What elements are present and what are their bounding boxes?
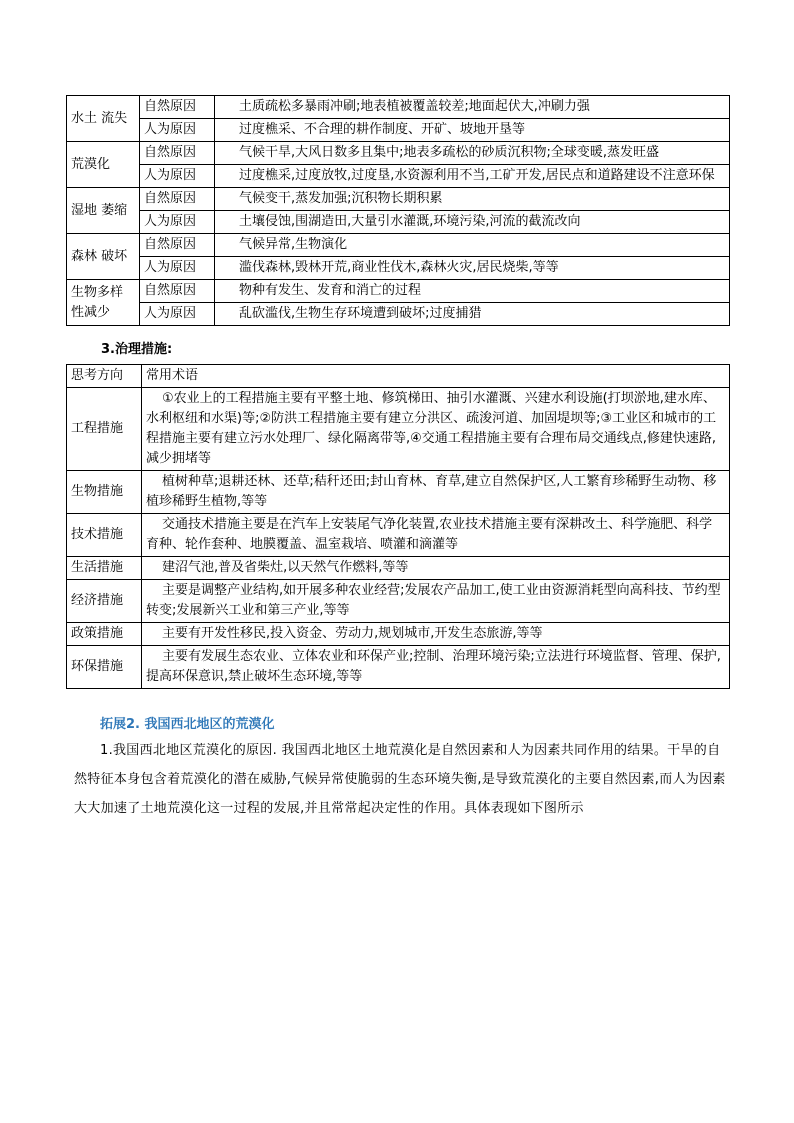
cause-desc-cell: 气候异常,生物演化: [215, 234, 730, 257]
category-cell: 森林 破坏: [67, 234, 140, 280]
cause-type-cell: 人为原因: [140, 211, 215, 234]
terms-cell: 建沼气池,普及省柴灶,以天然气作燃料,等等: [142, 557, 730, 580]
table-row: [67, 188, 730, 211]
table-row: [67, 165, 730, 188]
cause-type-cell: 人为原因: [140, 257, 215, 280]
terms-cell: 主要有发展生态农业、立体农业和环保产业;控制、治理环境污染;立法进行环境监督、管理、保护,提高环保意识,禁止破坏生态环境,等等: [142, 646, 730, 689]
table-row: [67, 623, 730, 646]
table-row: [67, 388, 730, 471]
table-row: [67, 557, 730, 580]
direction-cell: 技术措施: [67, 514, 142, 557]
cause-type-cell: 人为原因: [140, 119, 215, 142]
table-header-row: [67, 365, 730, 388]
cause-desc-cell: 乱砍滥伐,生物生存环境遭到破坏;过度捕猎: [215, 303, 730, 326]
cause-desc-cell: 土质疏松多暴雨冲刷;地表植被覆盖较差;地面起伏大,冲刷力强: [215, 96, 730, 119]
table-row: [67, 471, 730, 514]
category-cell: 湿地 萎缩: [67, 188, 140, 234]
cause-type-cell: 自然原因: [140, 188, 215, 211]
measures-table: [66, 364, 730, 689]
table-row: [67, 646, 730, 689]
category-cell: 生物多样 性减少: [67, 280, 140, 326]
terms-cell: 主要有开发性移民,投入资金、劳动力,规划城市,开发生态旅游,等等: [142, 623, 730, 646]
terms-cell: 交通技术措施主要是在汽车上安装尾气净化装置,农业技术措施主要有深耕改土、科学施肥、科学育种、轮作套种、地膜覆盖、温室栽培、喷灌和滴灌等: [142, 514, 730, 557]
direction-cell: 生物措施: [67, 471, 142, 514]
category-cell: 荒漠化: [67, 142, 140, 188]
table-row: [67, 280, 730, 303]
cause-type-cell: 自然原因: [140, 142, 215, 165]
table-row: [67, 514, 730, 557]
direction-cell: 生活措施: [67, 557, 142, 580]
direction-cell: 经济措施: [67, 580, 142, 623]
category-cell: 水土 流失: [67, 96, 140, 142]
section-heading-measures: 3.治理措施:: [101, 342, 173, 357]
cause-type-cell: 人为原因: [140, 165, 215, 188]
cause-desc-cell: 过度樵采,过度放牧,过度垦,水资源利用不当,工矿开发,居民点和道路建设不注意环保: [215, 165, 730, 188]
cause-type-cell: 人为原因: [140, 303, 215, 326]
direction-cell: 政策措施: [67, 623, 142, 646]
cause-type-cell: 自然原因: [140, 96, 215, 119]
header-direction: 思考方向: [67, 365, 142, 388]
cause-desc-cell: 气候干旱,大风日数多且集中;地表多疏松的砂质沉积物;全球变暖,蒸发旺盛: [215, 142, 730, 165]
causes-table: [66, 95, 730, 326]
body-paragraph: 1.我国西北地区荒漠化的原因. 我国西北地区土地荒漠化是自然因素和人为因素共同作用的结果。干旱的自然特征本身包含着荒漠化的潜在威胁,气候异常使脆弱的生态环境失衡,是导致荒漠化的主要自然因素,而人为因素大大加速了土地荒漠化这一过程的发展,并且常常起决定性的作用。具体表现如下图所示: [74, 743, 726, 816]
cause-desc-cell: 过度樵采、不合理的耕作制度、开矿、坡地开垦等: [215, 119, 730, 142]
cause-desc-cell: 气候变干,蒸发加强;沉积物长期积累: [215, 188, 730, 211]
table-row: [67, 119, 730, 142]
table-row: [67, 257, 730, 280]
table-row: [67, 96, 730, 119]
direction-cell: 工程措施: [67, 388, 142, 471]
table-row: [67, 580, 730, 623]
terms-cell: 主要是调整产业结构,如开展多种农业经营;发展农产品加工,使工业由资源消耗型向高科技、节约型转变;发展新兴工业和第三产业,等等: [142, 580, 730, 623]
cause-type-cell: 自然原因: [140, 234, 215, 257]
terms-cell: 植树种草;退耕还林、还草;秸秆还田;封山育林、育草,建立自然保护区,人工繁育珍稀野生动物、移植珍稀野生植物,等等: [142, 471, 730, 514]
cause-desc-cell: 滥伐森林,毁林开荒,商业性伐木,森林火灾,居民烧柴,等等: [215, 257, 730, 280]
extension-heading: 拓展2. 我国西北地区的荒漠化: [100, 717, 275, 732]
direction-cell: 环保措施: [67, 646, 142, 689]
header-terms: 常用术语: [142, 365, 730, 388]
cause-type-cell: 自然原因: [140, 280, 215, 303]
table-row: [67, 211, 730, 234]
table-row: [67, 234, 730, 257]
cause-desc-cell: 土壤侵蚀,围湖造田,大量引水灌溉,环境污染,河流的截流改向: [215, 211, 730, 234]
table-row: [67, 303, 730, 326]
terms-cell: ①农业上的工程措施主要有平整土地、修筑梯田、抽引水灌溉、兴建水利设施(打坝淤地,建水库、水利枢纽和水渠)等;②防洪工程措施主要有建立分洪区、疏浚河道、加固堤坝等;③工业区和城市的工程措施主要有建立污水处理厂、绿化隔离带等,④交通工程措施主要有合理布局交通线点,修建快速路,减少拥堵等: [142, 388, 730, 471]
cause-desc-cell: 物种有发生、发育和消亡的过程: [215, 280, 730, 303]
table-row: [67, 142, 730, 165]
